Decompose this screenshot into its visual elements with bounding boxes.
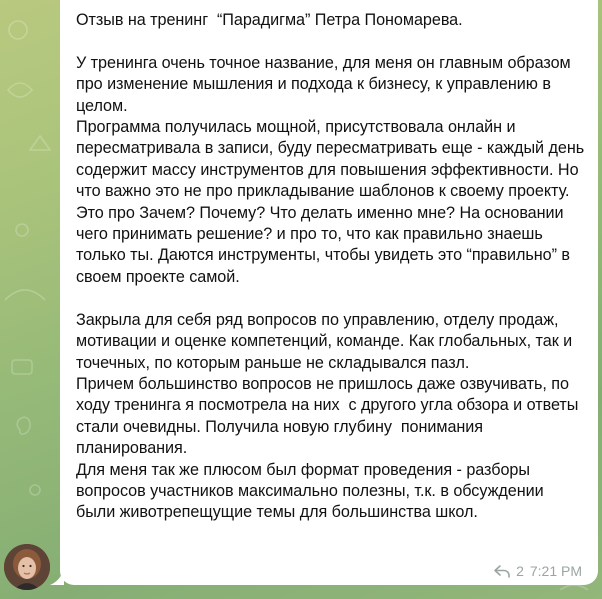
reply-arrow-icon[interactable]	[494, 564, 510, 578]
avatar-photo-icon	[4, 544, 50, 590]
message-meta	[494, 563, 582, 579]
reply-count[interactable]: 2	[516, 563, 524, 579]
bubble-tail	[50, 569, 64, 585]
avatar[interactable]	[4, 544, 50, 590]
message-time: 7:21 PM	[529, 563, 582, 579]
message-text: Отзыв на тренинг “Парадигма” Петра Пономарева. У тренинга очень точное название, для меня он главным образом про изменение мышления и подхода к бизнесу, к управлению в целом. Программа получилась мощной, присутствовала онлайн и пересматривала в записи, буду пересматривать еще - каждый день содержит массу инструментов для повышения эффективности. Но что важно это не про прикладывание шаблонов к своему проекту. Это про Зачем? Почему? Что делать именно мне? На основании чего принимать решение? и про то, что как правильно знаешь только ты. Даются инструменты, чтобы увидеть это “правильно” в своем проекте самой. Закрыла для себя ряд вопросов по управлению, отделу продаж, мотивации и оценке компетенций, команде. Как глобальных, так и точечных, по которым раньше не складывался пазл. Причем большинство вопросов не пришлось даже озвучивать, по ходу тренинга я посмотрела на них с другого угла обзора и ответы стали очевидны. Получила новую глубину понимания планирования. Для меня так же плюсом был формат проведения - разборы вопросов участников максимально полезны, т.к. в обсуждении были животрепещущие темы для большинства школ.	[76, 11, 585, 522]
message-bubble[interactable]	[60, 0, 598, 585]
